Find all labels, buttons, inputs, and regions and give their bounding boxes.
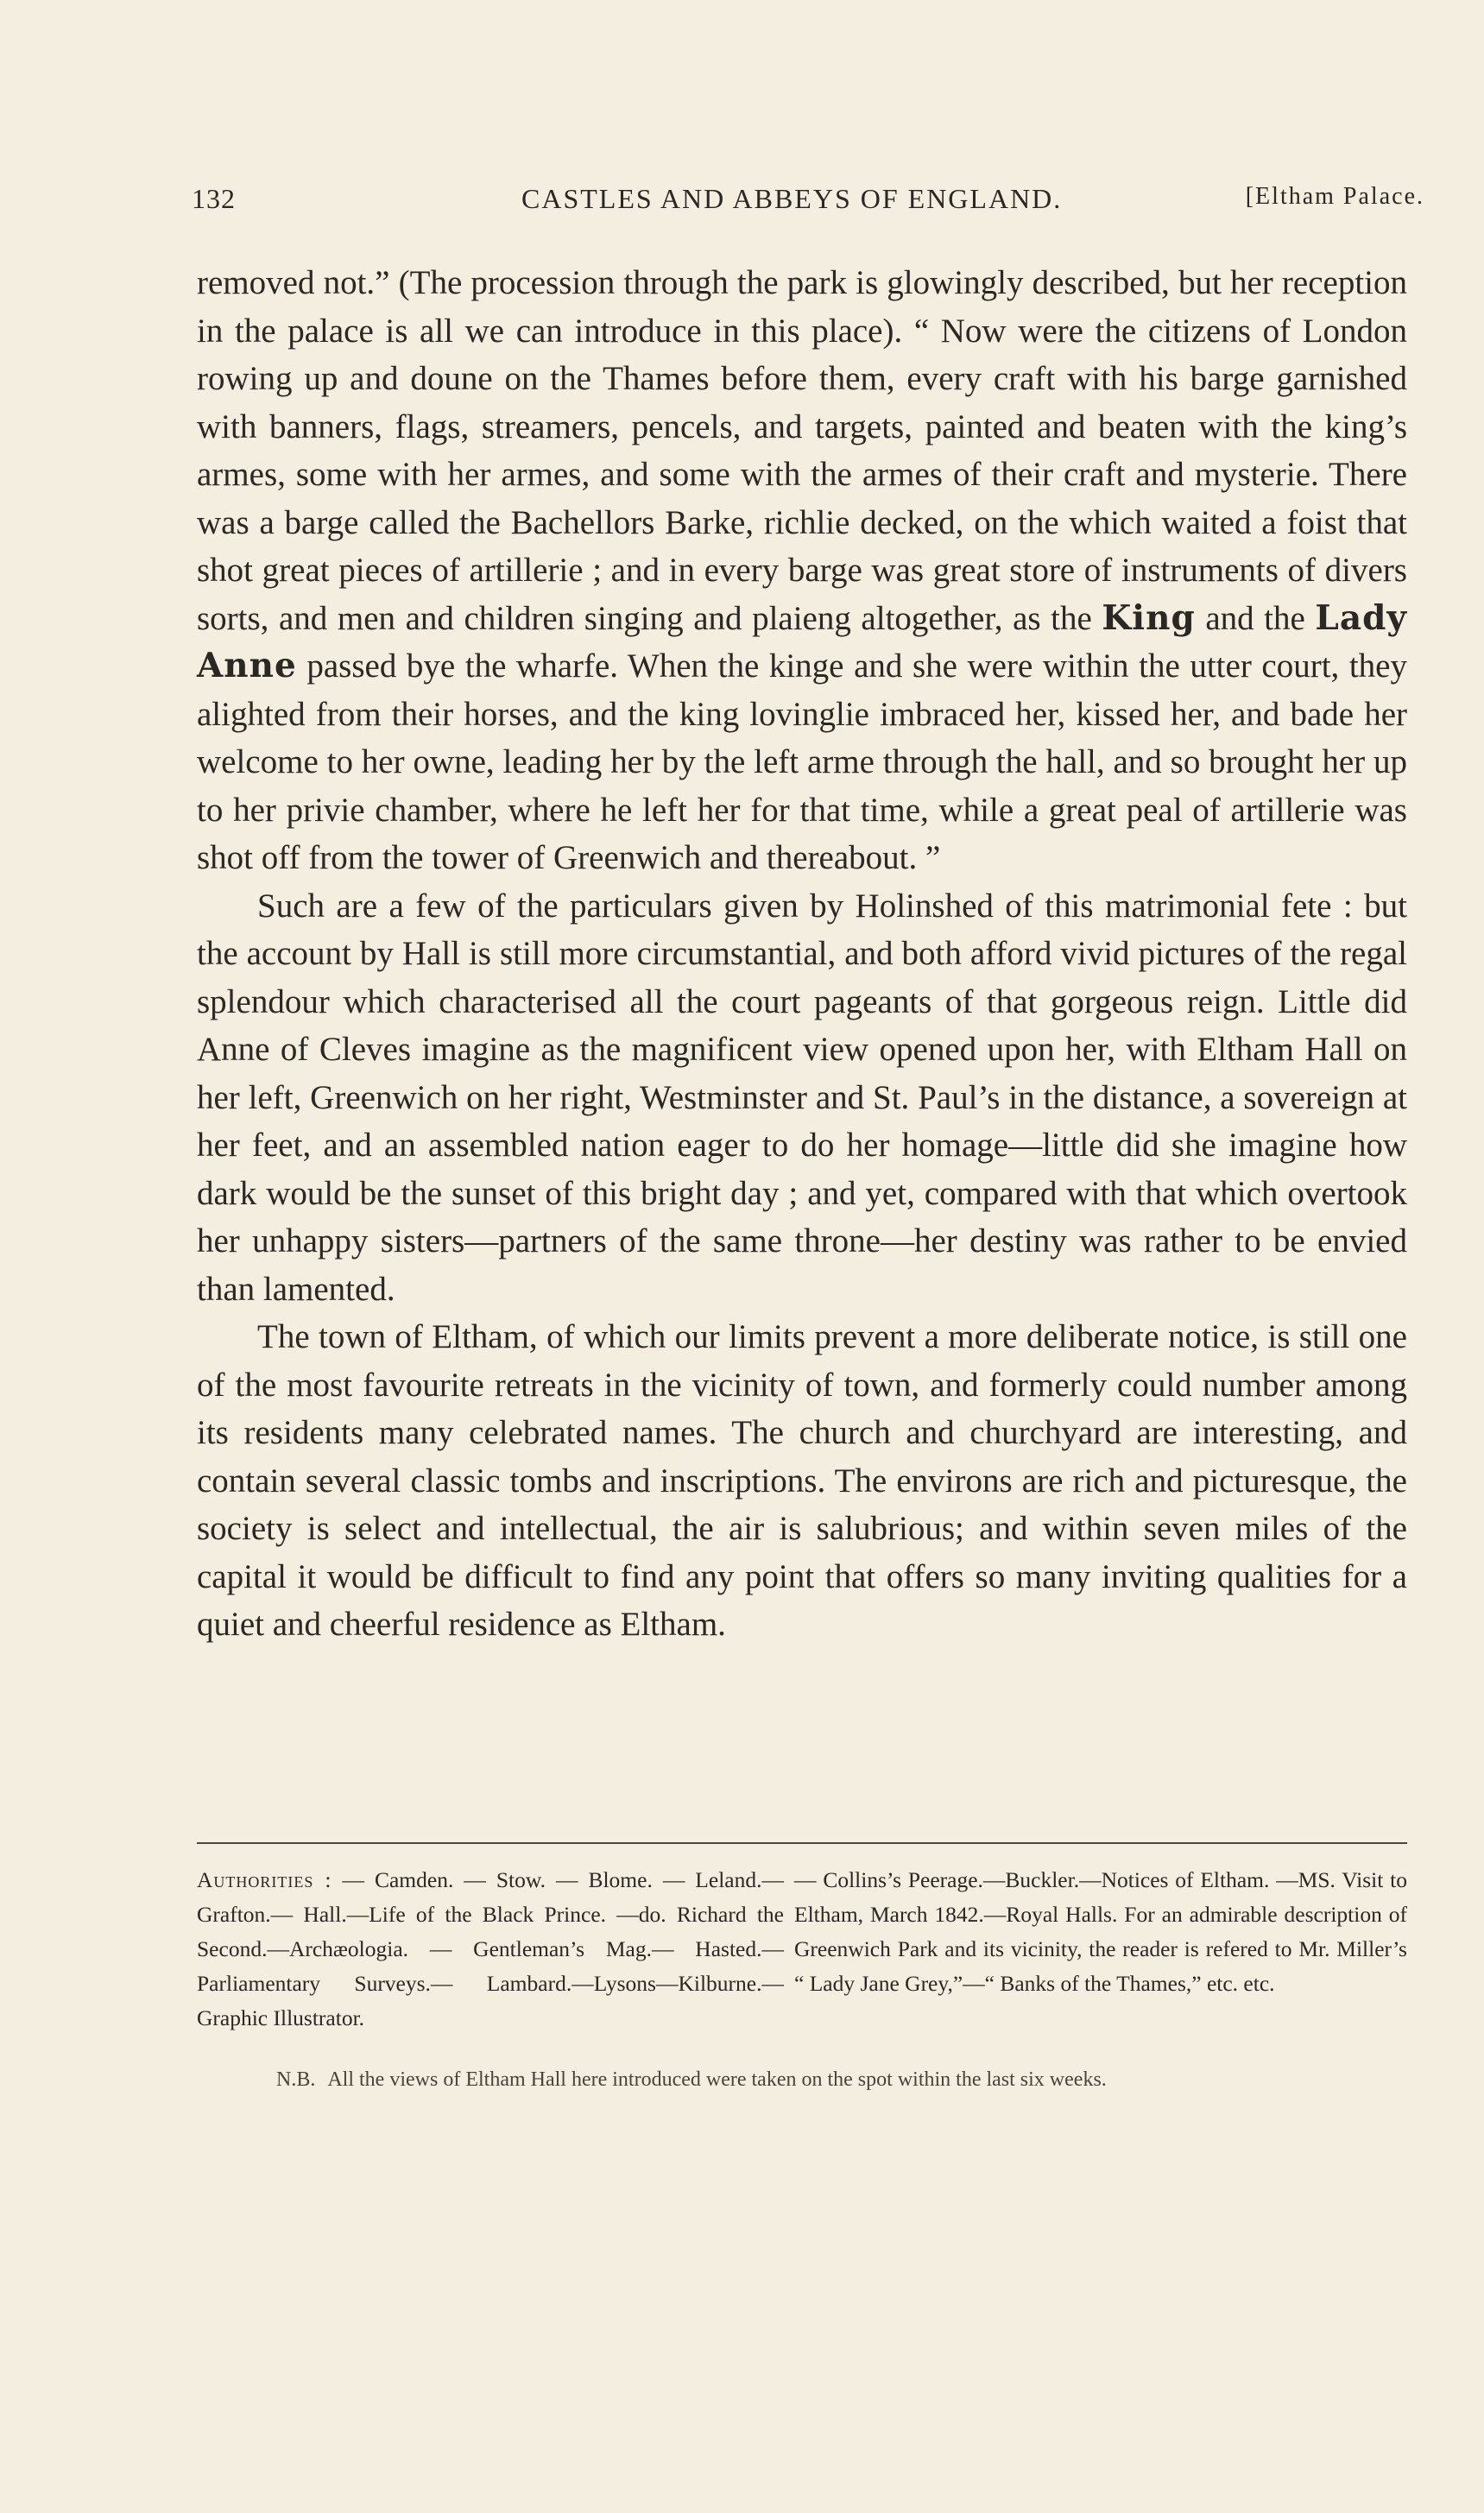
footnote-divider [197,1842,1407,1844]
blackletter-king: King [1102,597,1196,638]
paragraph-1-part-a: removed not.” (The procession through the park is glowingly described, but her reception in the palace is all we can introduce in this place). “ Now were the citizens of London rowing up and doune on the Thames before them, every craft with his barge garnished with banners, flags, streamers, pencels, and targets, painted and beaten with the king’s armes, some with her armes, and some with the armes of their craft and mysterie. There was a barge called the Bachellors Barke, richlie decked, on the which waited a foist that shot great pieces of artillerie ; and in every barge was great store of instruments of divers sorts, and men and children singing and plaieng altogether, as the [197,264,1407,637]
authorities-right-text: — Collins’s Peerage.—Buckler.—Notices of Eltham. —MS. Visit to Eltham, March 1842.—Royal Halls. For an admirable description of Greenwich Park and its vicinity, the reader is refered to Mr. Miller’s “ Lady Jane Grey,”—“ Banks of the Thames,” etc. etc. [794,1867,1407,1996]
footnote-note [276,2068,1416,2092]
book-title: CASTLES AND ABBEYS OF ENGLAND. [521,183,1063,214]
paragraph-2: Such are a few of the particulars given by Holinshed of this matrimonial fete : but the account by Hall is still more circumstantial, and both afford vivid pictures of the regal splendour which characterised all the court pageants of that gorgeous reign. Little did Anne of Cleves imagine as the magnificent view opened upon her, with Eltham Hall on her left, Greenwich on her right, Westminster and St. Paul’s in the distance, a sovereign at her feet, and an assembled nation eager to do her homage—little did she imagine how dark would be the sunset of this bright day ; and yet, compared with that which overtook her unhappy sisters—partners of the same throne—her destiny was rather to be envied than lamented. [197,887,1407,1308]
page-number: 132 [192,183,236,214]
paragraph-3: The town of Eltham, of which our limits prevent a more deliberate notice, is still one of the most favourite retreats in the vicinity of town, and formerly could number among its residents many celebrated names. The church and churchyard are interesting, and contain several classic tombs and inscriptions. The environs are rich and picturesque, the society is select and intellectual, the air is salubrious; and within seven miles of the capital it would be difficult to find any point that offers so many inviting qualities for a quiet and cheerful residence as Eltham. [197,1318,1407,1643]
authorities-left-column [197,1863,784,2036]
running-head [192,183,1424,221]
paragraph-1-part-b: and the [1205,599,1305,637]
body-text [197,259,1407,1649]
paragraph-1 [197,259,1407,882]
section-label: [Eltham Palace. [1245,183,1424,210]
paragraph-1-part-c: passed bye the wharfe. When the kinge and she were within the utter court, they alighted from their horses, and the king lovinglie imbraced her, kissed her, and bade her welcome to her owne, leading her by the left arme through the hall, and so brought her up to her privie chamber, where he left her for that time, while a great peal of artillerie was shot off from the tower of Greenwich and thereabout. ” [197,647,1407,876]
blackletter-lady-anne: Lady Anne [197,597,1408,685]
authorities-right-column [794,1863,1407,2001]
note-label: N.B. [276,2068,316,2091]
authorities-heading: Authorities : [197,1867,332,1892]
authorities-left-text: — Camden. — Stow. — Blome. — Leland.—Grafton.— Hall.—Life of the Black Prince. —do. Richard the Second.—Archæologia. — Gentleman’s Mag.— Hasted.— Parliamentary Surveys.— Lambard.—Lysons—Kilburne.—Graphic Illustrator. [197,1867,784,2030]
note-text: All the views of Eltham Hall here introduced were taken on the spot within the last six weeks. [327,2068,1107,2091]
authorities-footnote [197,1863,1407,2036]
